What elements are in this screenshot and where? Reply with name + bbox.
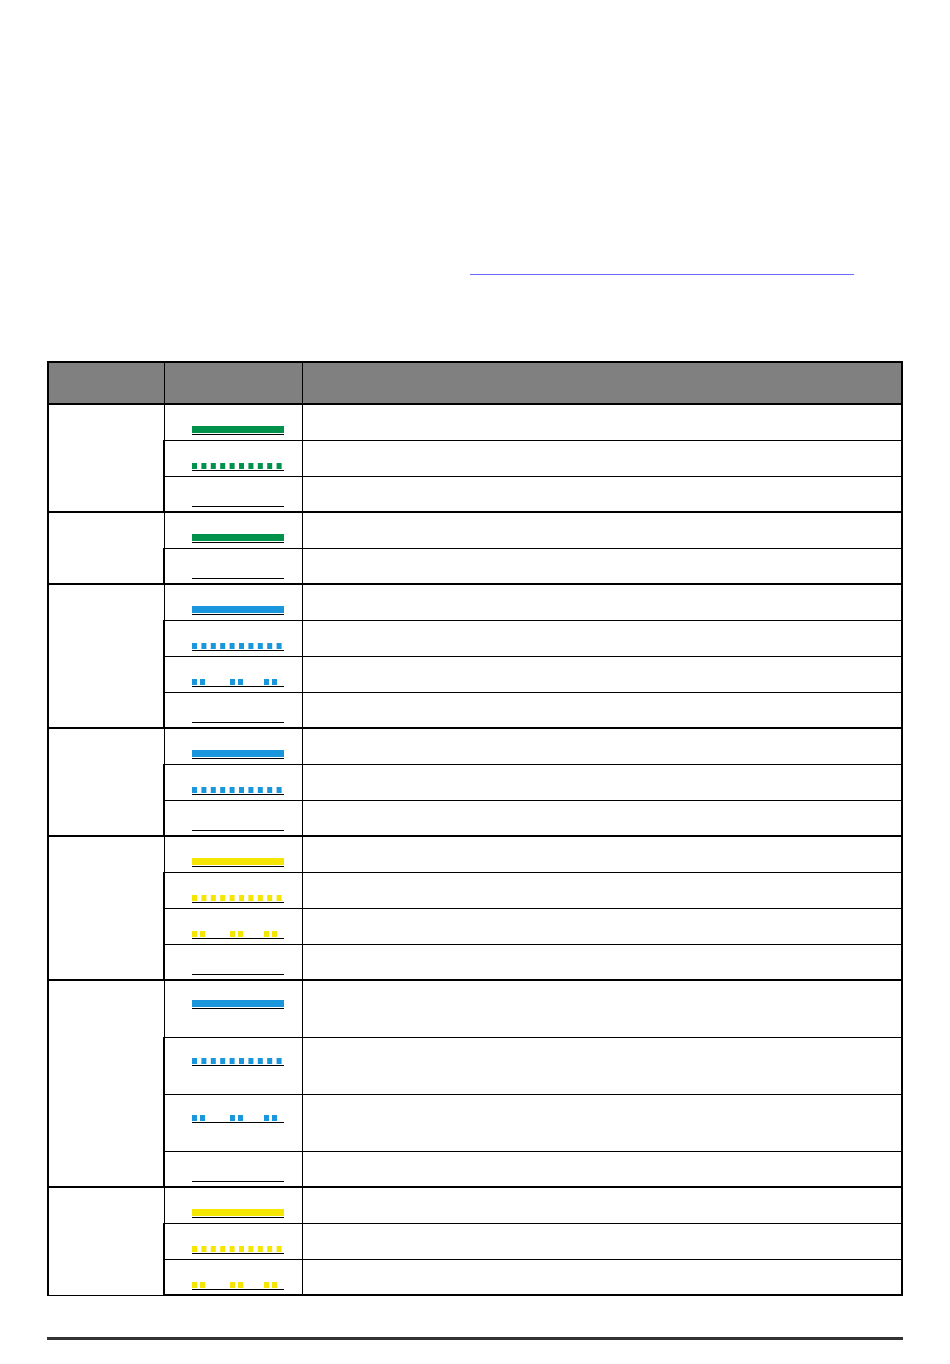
table-row [48, 1187, 902, 1223]
group-label-cell [48, 980, 164, 1187]
table-row [48, 692, 902, 728]
group-label-cell [48, 728, 164, 836]
line-description-cell [302, 908, 902, 944]
black-thin-line-swatch [192, 964, 284, 975]
black-thin-line-swatch [192, 568, 284, 579]
table-row [48, 404, 902, 440]
footer-rule [47, 1337, 903, 1340]
line-swatch-cell [164, 836, 302, 872]
line-description-cell [302, 836, 902, 872]
black-thin-line-swatch [192, 496, 284, 507]
line-swatch-cell [164, 692, 302, 728]
line-swatch-cell [164, 908, 302, 944]
table-row [48, 656, 902, 692]
line-swatch-cell [164, 1151, 302, 1187]
group-label-cell [48, 404, 164, 512]
line-description-cell [302, 944, 902, 980]
line-description-cell [302, 1187, 902, 1223]
line-swatch-cell [164, 656, 302, 692]
black-thin-line-swatch [192, 1171, 284, 1182]
line-legend-table [47, 361, 903, 1296]
line-swatch-cell [164, 548, 302, 584]
table-row [48, 944, 902, 980]
yellow-solid-line-swatch [192, 856, 284, 867]
header-line [164, 362, 302, 404]
line-description-cell [302, 980, 902, 1037]
line-description-cell [302, 692, 902, 728]
table-row [48, 800, 902, 836]
blue-dotted-line-swatch [192, 1055, 284, 1066]
line-swatch-cell [164, 800, 302, 836]
black-thin-line-swatch [192, 820, 284, 831]
line-swatch-cell [164, 440, 302, 476]
green-solid-line-swatch [192, 424, 284, 435]
line-description-cell [302, 1259, 902, 1295]
table-row [48, 548, 902, 584]
line-description-cell [302, 1223, 902, 1259]
yellow-dotted-line-swatch [192, 1243, 284, 1254]
group-label-cell [48, 512, 164, 584]
line-description-cell [302, 800, 902, 836]
line-description-cell [302, 656, 902, 692]
blue-solid-line-swatch [192, 604, 284, 615]
line-swatch-cell [164, 728, 302, 764]
blue-sparse-line-swatch [192, 1112, 284, 1123]
line-description-cell [302, 872, 902, 908]
header-description [302, 362, 902, 404]
line-swatch-cell [164, 584, 302, 620]
yellow-sparse-line-swatch [192, 1279, 284, 1290]
line-description-cell [302, 1037, 902, 1094]
group-label-cell [48, 584, 164, 728]
line-description-cell [302, 404, 902, 440]
table-header-row [48, 362, 902, 404]
line-description-cell [302, 476, 902, 512]
table-body [48, 404, 902, 1295]
table-row [48, 1223, 902, 1259]
table-row [48, 476, 902, 512]
yellow-solid-line-swatch [192, 1207, 284, 1218]
table-row [48, 872, 902, 908]
line-swatch-cell [164, 512, 302, 548]
line-description-cell [302, 548, 902, 584]
line-description-cell [302, 512, 902, 548]
table-row [48, 1037, 902, 1094]
hyperlink-underline[interactable] [470, 274, 854, 275]
line-swatch-cell [164, 1187, 302, 1223]
yellow-dotted-line-swatch [192, 892, 284, 903]
black-thin-line-swatch [192, 712, 284, 723]
table-row [48, 764, 902, 800]
line-swatch-cell [164, 476, 302, 512]
line-description-cell [302, 764, 902, 800]
blue-solid-line-swatch [192, 998, 284, 1009]
table-row [48, 512, 902, 548]
line-swatch-cell [164, 1094, 302, 1151]
group-label-cell [48, 836, 164, 980]
line-description-cell [302, 440, 902, 476]
table-row [48, 1259, 902, 1295]
table-row [48, 584, 902, 620]
yellow-sparse-line-swatch [192, 928, 284, 939]
line-swatch-cell [164, 764, 302, 800]
line-description-cell [302, 620, 902, 656]
table-row [48, 440, 902, 476]
green-dotted-line-swatch [192, 460, 284, 471]
table-row [48, 980, 902, 1037]
line-swatch-cell [164, 620, 302, 656]
line-swatch-cell [164, 944, 302, 980]
green-solid-line-swatch [192, 532, 284, 543]
blue-solid-line-swatch [192, 748, 284, 759]
table-row [48, 836, 902, 872]
group-label-cell [48, 1187, 164, 1295]
table-row [48, 728, 902, 764]
line-description-cell [302, 1094, 902, 1151]
line-description-cell [302, 584, 902, 620]
line-swatch-cell [164, 872, 302, 908]
table-row [48, 620, 902, 656]
line-swatch-cell [164, 404, 302, 440]
header-group [48, 362, 164, 404]
table-row [48, 1094, 902, 1151]
line-swatch-cell [164, 1223, 302, 1259]
blue-dotted-line-swatch [192, 640, 284, 651]
blue-sparse-line-swatch [192, 676, 284, 687]
table-row [48, 1151, 902, 1187]
line-swatch-cell [164, 1037, 302, 1094]
table-row [48, 908, 902, 944]
line-swatch-cell [164, 1259, 302, 1295]
line-description-cell [302, 728, 902, 764]
line-description-cell [302, 1151, 902, 1187]
line-swatch-cell [164, 980, 302, 1037]
blue-dotted-line-swatch [192, 784, 284, 795]
